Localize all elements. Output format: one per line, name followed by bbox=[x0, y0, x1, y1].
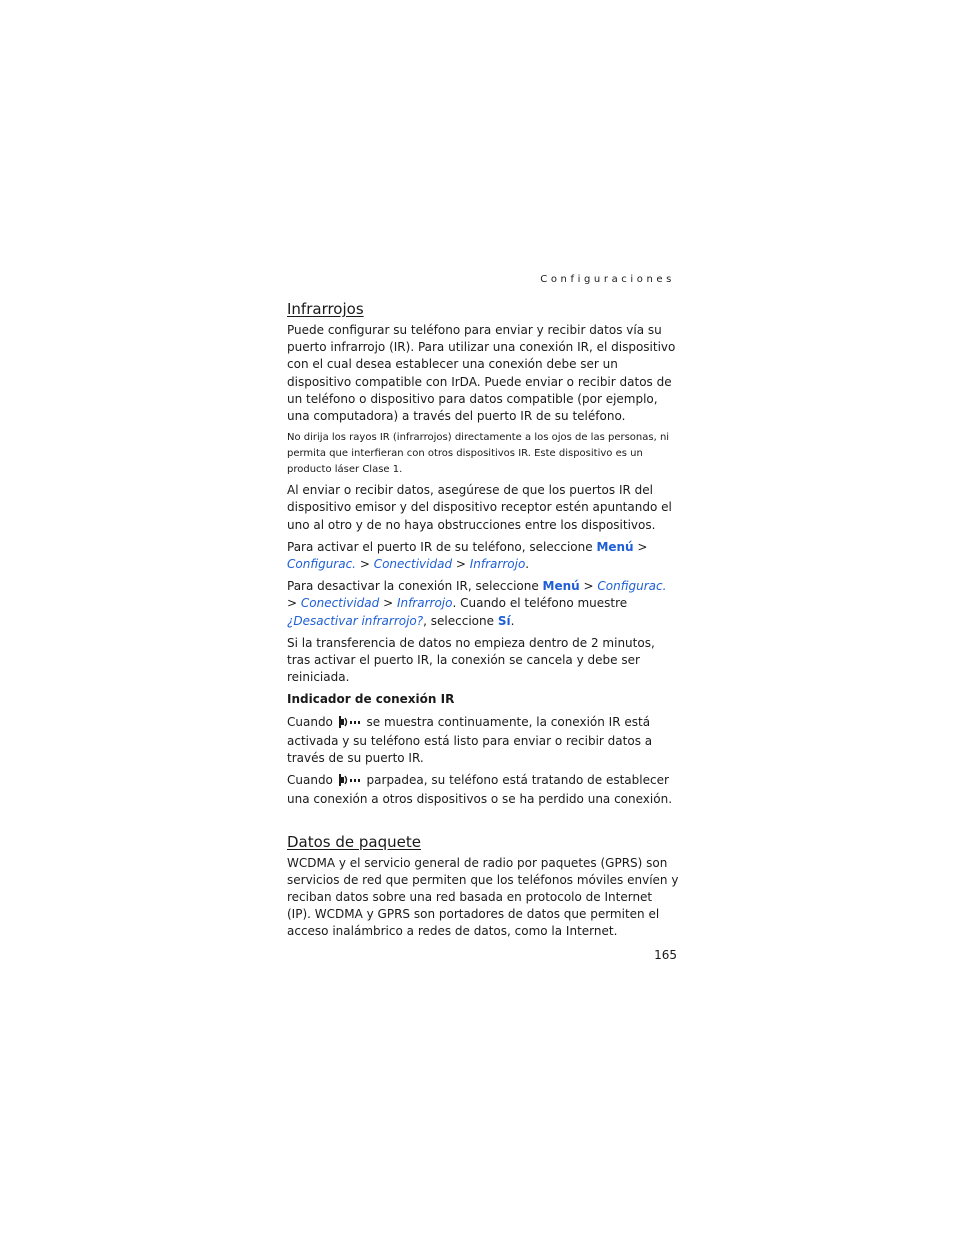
indicator-steady-before: Cuando bbox=[287, 714, 337, 729]
activate-lead: Para activar el puerto IR de su teléfono, seleccione bbox=[287, 539, 597, 554]
deactivate-end: . bbox=[510, 613, 515, 628]
path-separator: > bbox=[633, 539, 648, 554]
paragraph-datos: WCDMA y el servicio general de radio por paquetes (GPRS) son servicios de red que permiten que los teléfonos móviles envíen y reciban datos sobre una red basada en protocolo de Internet (IP). WCDMA y GPRS son portadores de datos que permiten el acceso inalámbrico a redes de datos, como la Internet. bbox=[287, 855, 679, 939]
deactivate-lead: Para desactivar la conexión IR, seleccione bbox=[287, 579, 543, 594]
deactivate-mid: . Cuando el teléfono muestre bbox=[452, 596, 628, 611]
indicator-steady-after: se muestra continuamente, la conexión IR está activada y su teléfono está listo para enviar o recibir datos a través de su puerto IR. bbox=[287, 714, 653, 766]
configurac-link[interactable]: Configurac. bbox=[287, 557, 356, 572]
path-separator: > bbox=[287, 596, 301, 611]
paragraph-indicator-steady bbox=[287, 714, 679, 768]
paragraph-alignment: Al enviar o recibir datos, asegúrese de que los puertos IR del dispositivo emisor y del dispositivo receptor estén apuntando el uno al otro y de no haya obstrucciones entre los dispositivos. bbox=[287, 483, 672, 532]
menu-link[interactable]: Menú bbox=[596, 539, 634, 554]
paragraph-deactivate bbox=[287, 578, 679, 630]
infrarrojo-link[interactable]: Infrarrojo bbox=[396, 596, 453, 611]
paragraph-warning: No dirija los rayos IR (infrarrojos) directamente a los ojos de las personas, ni permita que interfieran con otros dispositivos IR. Este dispositivo es un producto láser Clase 1. bbox=[287, 432, 670, 476]
configurac-link[interactable]: Configurac. bbox=[597, 579, 667, 594]
section-title-datos-de-paquete: Datos de paquete bbox=[287, 832, 421, 851]
path-separator: > bbox=[356, 557, 374, 572]
indicator-heading: Indicador de conexión IR bbox=[287, 692, 455, 707]
page-number: 165 bbox=[654, 948, 677, 962]
paragraph-intro: Puede configurar su teléfono para enviar y recibir datos vía su puerto infrarrojo (IR). Para utilizar una conexión IR, el dispositivo con el cual desea establecer una conexión debe ser un dispositivo compatible con IrDA. Puede enviar o recibir datos de un teléfono o dispositivo para datos compatible (por ejemplo, una computadora) a través del puerto IR de su teléfono. bbox=[287, 323, 676, 424]
paragraph-activate bbox=[287, 539, 679, 573]
page-content bbox=[287, 298, 679, 946]
activate-end: . bbox=[525, 557, 530, 572]
desactivar-prompt: ¿Desactivar infrarrojo? bbox=[287, 613, 424, 628]
path-separator: > bbox=[452, 557, 470, 572]
paragraph-indicator-blink bbox=[287, 772, 679, 808]
path-separator: > bbox=[579, 579, 598, 594]
ir-connection-icon bbox=[339, 774, 361, 791]
conectividad-link[interactable]: Conectividad bbox=[300, 596, 380, 611]
conectividad-link[interactable]: Conectividad bbox=[373, 557, 453, 572]
deactivate-select: , seleccione bbox=[423, 613, 498, 628]
path-separator: > bbox=[379, 596, 397, 611]
paragraph-timeout: Si la transferencia de datos no empieza dentro de 2 minutos, tras activar el puerto IR, la conexión se cancela y debe ser reiniciada. bbox=[287, 635, 655, 685]
section-title-infrarrojos: Infrarrojos bbox=[287, 300, 364, 318]
ir-connection-icon bbox=[339, 716, 361, 733]
yes-option[interactable]: Sí bbox=[497, 613, 511, 628]
running-head: Configuraciones bbox=[540, 274, 675, 285]
menu-link[interactable]: Menú bbox=[542, 579, 580, 594]
infrarrojo-link[interactable]: Infrarrojo bbox=[469, 557, 526, 572]
indicator-blink-before: Cuando bbox=[287, 773, 337, 788]
indicator-blink-after: parpadea, su teléfono está tratando de establecer una conexión a otros dispositivos o se ha perdido una conexión. bbox=[287, 773, 673, 807]
